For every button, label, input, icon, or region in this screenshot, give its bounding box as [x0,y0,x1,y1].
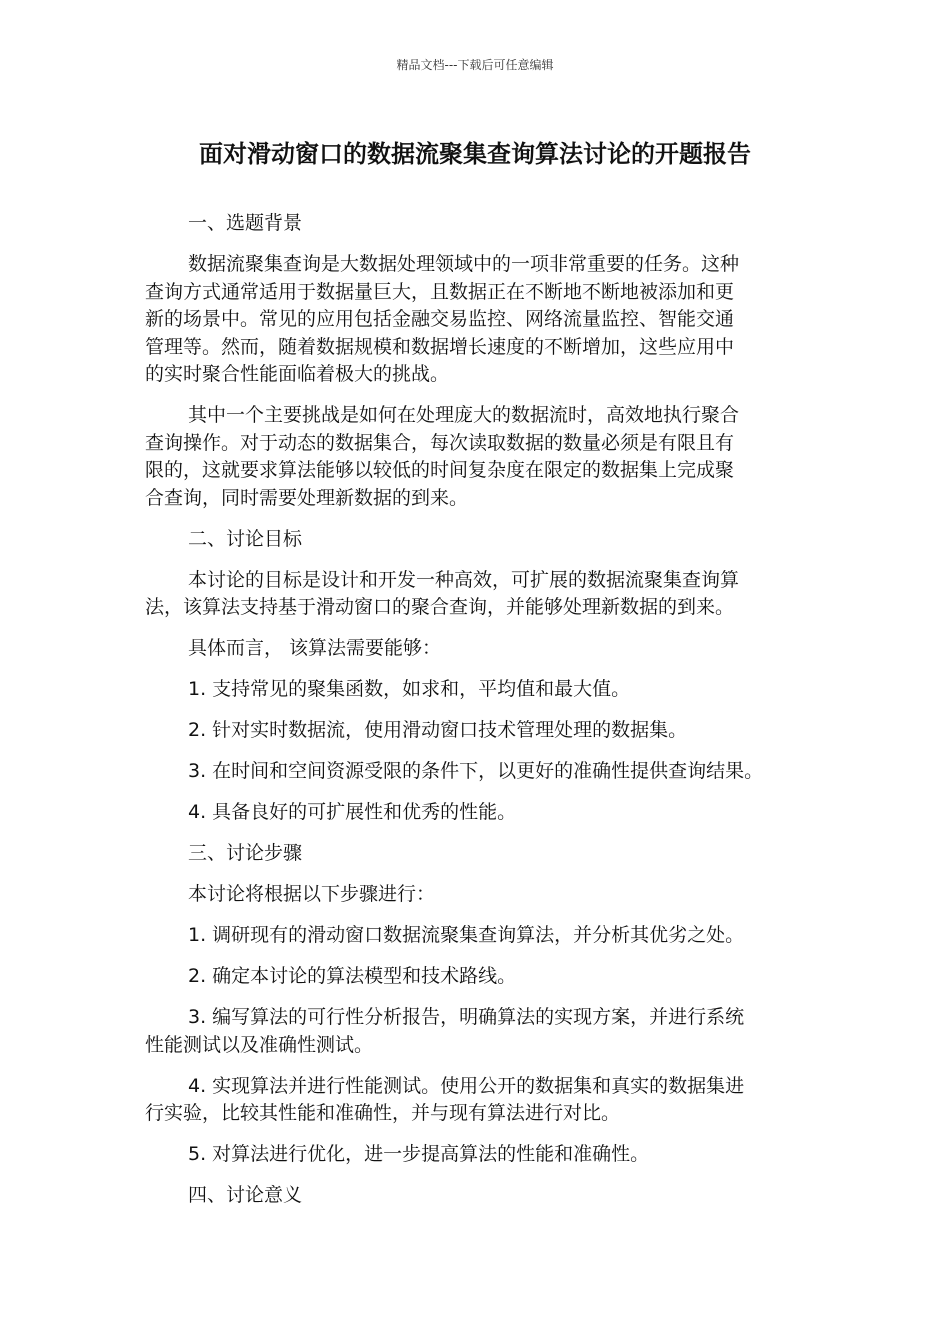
list-item: 2. 针对实时数据流，使用滑动窗口技术管理处理的数据集。 [188,719,688,741]
section3-heading: 三、讨论步骤 [188,842,303,864]
list-item: 4. 具备良好的可扩展性和优秀的性能。 [188,801,517,823]
list-item [145,1073,807,1128]
page-header: 精品文档---下载后可任意编辑 [396,58,554,72]
text-line: 其中一个主要挑战是如何在处理庞大的数据流时，高效地执行聚合 [188,404,740,426]
text-line: 数据流聚集查询是大数据处理领域中的一项非常重要的任务。这种 [188,253,740,275]
section2-heading: 二、讨论目标 [188,527,303,550]
text-line: 3. 编写算法的可行性分析报告，明确算法的实现方案，并进行系统 [188,1006,745,1028]
text-line: 4. 实现算法并进行性能测试。使用公开的数据集和真实的数据集进 [188,1074,745,1097]
section2-paragraph-1 [145,567,807,622]
list-item: 1. 调研现有的滑动窗口数据流聚集查询算法，并分析其优劣之处。 [188,924,745,946]
list-item: 1. 支持常见的聚集函数，如求和，平均值和最大值。 [188,678,631,700]
list-item: 3. 在时间和空间资源受限的条件下，以更好的准确性提供查询结果。 [188,760,764,782]
text-line: 的实时聚合性能面临着极大的挑战。 [145,363,450,385]
list-item [145,1004,807,1059]
text-line: 法，该算法支持基于滑动窗口的聚合查询，并能够处理新数据的到来。 [145,596,735,618]
text-line: 管理等。然而，随着数据规模和数据增长速度的不断增加，这些应用中 [145,335,735,358]
section1-paragraph-2 [145,402,807,512]
list-item: 5. 对算法进行优化，进一步提高算法的性能和准确性。 [188,1143,650,1165]
text-line: 合查询，同时需要处理新数据的到来。 [145,486,469,509]
section2-intro: 具体而言， 该算法需要能够： [188,637,442,659]
list-item: 2. 确定本讨论的算法模型和技术路线。 [188,965,517,987]
text-line: 查询方式通常适用于数据量巨大，且数据正在不断地不断地被添加和更 [145,280,735,303]
text-line: 限的，这就要求算法能够以较低的时间复杂度在限定的数据集上完成聚 [145,459,735,481]
document-body [145,210,807,1223]
text-line: 本讨论的目标是设计和开发一种高效，可扩展的数据流聚集查询算 [188,568,740,591]
text-line: 性能测试以及准确性测试。 [145,1033,374,1056]
section4-heading: 四、讨论意义 [188,1184,303,1206]
document-title: 面对滑动窗口的数据流聚集查询算法讨论的开题报告 [199,140,751,168]
section1-heading: 一、选题背景 [188,212,303,234]
text-line: 查询操作。对于动态的数据集合，每次读取数据的数量必须是有限且有 [145,431,735,454]
text-line: 行实验，比较其性能和准确性，并与现有算法进行对比。 [145,1102,621,1124]
text-line: 新的场景中。常见的应用包括金融交易监控、网络流量监控、智能交通 [145,308,735,330]
section1-paragraph-1 [145,251,807,389]
section3-intro: 本讨论将根据以下步骤进行： [188,883,436,905]
